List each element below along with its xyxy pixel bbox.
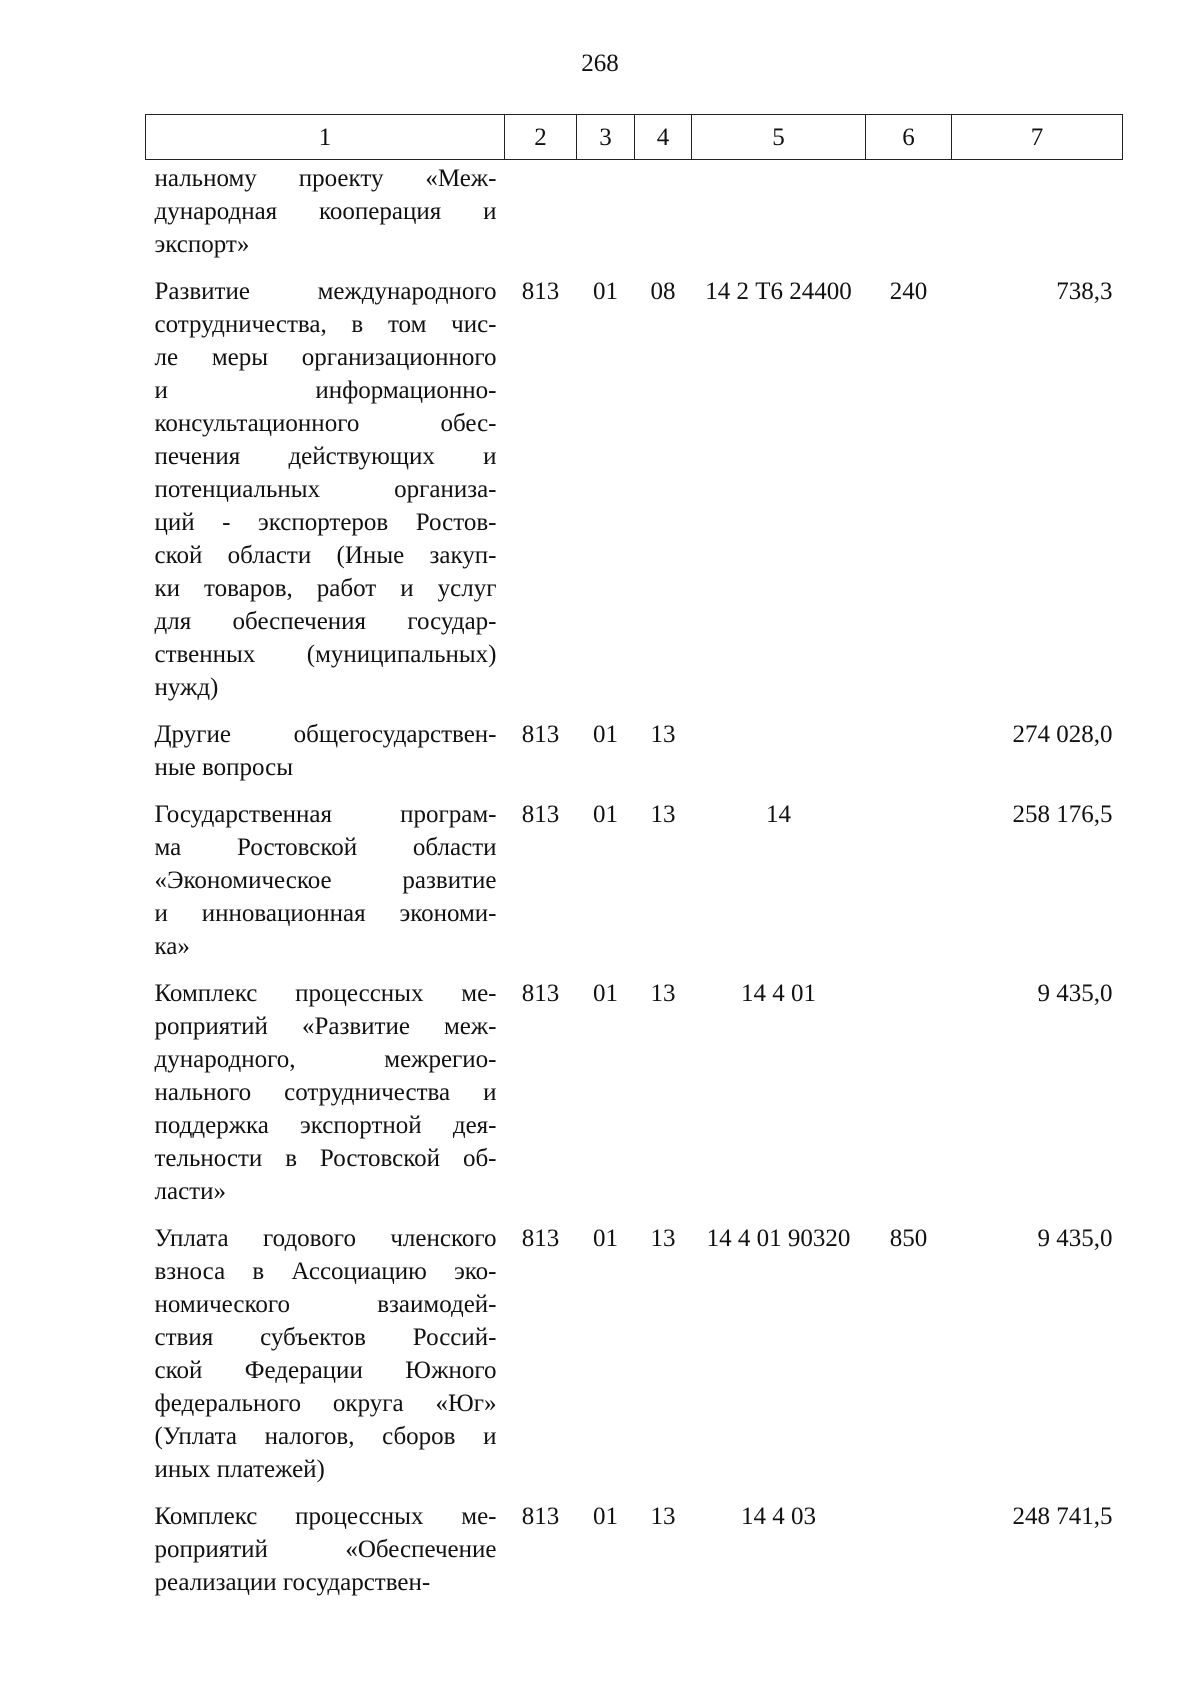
row-column-7-cell: 258 176,5 <box>1012 801 1113 828</box>
row-column-2-cell: 813 <box>521 278 560 305</box>
row-name-line: ка» <box>154 933 190 960</box>
row-name-line: Государственная програм- <box>154 801 497 828</box>
row-name-line: ций - экспортеров Ростов- <box>154 509 497 536</box>
row-name-line: ственных (муниципальных) <box>154 641 497 668</box>
row-column-5-cell: 14 4 01 90320 <box>706 1225 851 1252</box>
row-name-cell <box>146 798 505 977</box>
table-body <box>146 160 1123 1614</box>
row-column-6-cell: 850 <box>889 1225 928 1252</box>
table-row <box>146 275 1123 718</box>
row-column-6-cell <box>866 718 952 798</box>
row-name-line: Комплекс процессных ме- <box>154 980 497 1007</box>
table-row <box>146 1222 1123 1500</box>
row-column-2-cell: 813 <box>521 1225 560 1252</box>
row-column-7-cell: 9 435,0 <box>1037 1225 1113 1252</box>
row-name-line: ле меры организационного <box>154 344 497 371</box>
row-name-line: ствия субъектов Россий- <box>154 1324 497 1351</box>
column-header-2: 2 <box>505 115 577 160</box>
row-name-line: роприятий «Развитие меж- <box>154 1013 497 1040</box>
row-name-cell <box>146 160 505 276</box>
row-column-4-cell: 13 <box>650 1225 676 1252</box>
row-name-line: дународная кооперация и <box>154 198 497 225</box>
column-header-3: 3 <box>577 115 635 160</box>
row-column-6-cell <box>866 1500 952 1613</box>
row-column-3-cell <box>577 160 635 276</box>
row-column-4-cell: 13 <box>650 721 676 748</box>
row-name-line: печения действующих и <box>154 443 497 470</box>
row-column-4-cell: 13 <box>650 980 676 1007</box>
row-column-3-cell: 01 <box>593 801 618 828</box>
row-column-3-cell: 01 <box>593 1503 618 1530</box>
row-name-line: ской области (Иные закуп- <box>154 542 497 569</box>
row-name-line: Другие общегосударствен- <box>154 721 497 748</box>
row-name-line: нужд) <box>154 674 219 701</box>
table-row <box>146 798 1123 977</box>
table-row <box>146 977 1123 1222</box>
table-header-row <box>146 115 1123 160</box>
row-column-5-cell: 14 4 03 <box>741 1503 816 1530</box>
row-name-line: Комплекс процессных ме- <box>154 1503 497 1530</box>
row-name-line: Уплата годового членского <box>154 1225 497 1252</box>
row-name-line: ласти» <box>154 1178 226 1205</box>
row-column-6-cell <box>866 977 952 1222</box>
row-column-6-cell <box>866 798 952 977</box>
column-header-5: 5 <box>692 115 866 160</box>
row-column-7-cell: 274 028,0 <box>1012 721 1113 748</box>
row-column-5-cell <box>692 160 866 276</box>
row-name-line: экспорт» <box>154 231 250 258</box>
row-column-7-cell: 248 741,5 <box>1012 1503 1113 1530</box>
row-name-line: нальному проекту «Меж- <box>154 165 497 192</box>
row-name-line: реализации государствен- <box>154 1569 431 1596</box>
row-column-3-cell: 01 <box>593 1225 618 1252</box>
row-column-7-cell: 9 435,0 <box>1037 980 1113 1007</box>
table-header <box>146 115 1123 160</box>
row-name-line: номического взаимодей- <box>154 1291 497 1318</box>
budget-table-container <box>145 114 1122 1613</box>
row-column-5-cell <box>692 718 866 798</box>
row-name-line: федерального округа «Юг» <box>154 1390 497 1417</box>
row-name-cell <box>146 977 505 1222</box>
row-column-5-cell: 14 4 01 <box>741 980 816 1007</box>
row-column-2-cell <box>505 160 577 276</box>
row-name-line: для обеспечения государ- <box>154 608 497 635</box>
budget-table <box>145 114 1123 1613</box>
row-name-line: ки товаров, работ и услуг <box>154 575 497 602</box>
row-name-line: и информационно- <box>154 377 497 404</box>
table-row <box>146 1500 1123 1613</box>
row-name-line: роприятий «Обеспечение <box>154 1536 497 1563</box>
row-name-cell <box>146 1500 505 1613</box>
row-name-line: нального сотрудничества и <box>154 1079 497 1106</box>
row-name-line: дународного, межрегио- <box>154 1046 497 1073</box>
row-column-3-cell: 01 <box>593 721 618 748</box>
row-name-cell <box>146 275 505 718</box>
row-column-2-cell: 813 <box>521 980 560 1007</box>
table-row <box>146 160 1123 276</box>
row-name-line: Развитие международного <box>154 278 497 305</box>
page-number: 268 <box>581 50 619 77</box>
row-name-line: тельности в Ростовской об- <box>154 1145 497 1172</box>
row-column-4-cell: 13 <box>650 801 676 828</box>
row-column-2-cell: 813 <box>521 1503 560 1530</box>
row-column-2-cell: 813 <box>521 721 560 748</box>
row-column-5-cell: 14 <box>766 801 791 828</box>
column-header-4: 4 <box>635 115 692 160</box>
row-column-6-cell: 240 <box>889 278 928 305</box>
row-name-line: «Экономическое развитие <box>154 867 497 894</box>
row-column-3-cell: 01 <box>593 980 618 1007</box>
row-column-7-cell <box>952 160 1123 276</box>
row-name-line: ской Федерации Южного <box>154 1357 497 1384</box>
row-name-line: консультационного обес- <box>154 410 497 437</box>
row-column-4-cell <box>635 160 692 276</box>
row-name-line: сотрудничества, в том чис- <box>154 311 497 338</box>
row-name-line: ные вопросы <box>154 754 294 781</box>
column-header-6: 6 <box>866 115 952 160</box>
column-header-7: 7 <box>952 115 1123 160</box>
row-column-4-cell: 08 <box>650 278 676 305</box>
row-name-line: (Уплата налогов, сборов и <box>154 1423 497 1450</box>
row-column-6-cell <box>866 160 952 276</box>
row-name-line: поддержка экспортной дея- <box>154 1112 497 1139</box>
row-name-cell <box>146 1222 505 1500</box>
row-column-4-cell: 13 <box>650 1503 676 1530</box>
table-row <box>146 718 1123 798</box>
row-name-line: взноса в Ассоциацию эко- <box>154 1258 497 1285</box>
row-name-line: потенциальных организа- <box>154 476 497 503</box>
row-name-cell <box>146 718 505 798</box>
row-column-7-cell: 738,3 <box>1056 278 1113 305</box>
column-header-1: 1 <box>146 115 505 160</box>
row-name-line: иных платежей) <box>154 1456 325 1483</box>
row-column-2-cell: 813 <box>521 801 560 828</box>
row-column-5-cell: 14 2 Т6 24400 <box>705 278 852 305</box>
row-column-3-cell: 01 <box>593 278 618 305</box>
row-name-line: ма Ростовской области <box>154 834 497 861</box>
row-name-line: и инновационная экономи- <box>154 900 497 927</box>
